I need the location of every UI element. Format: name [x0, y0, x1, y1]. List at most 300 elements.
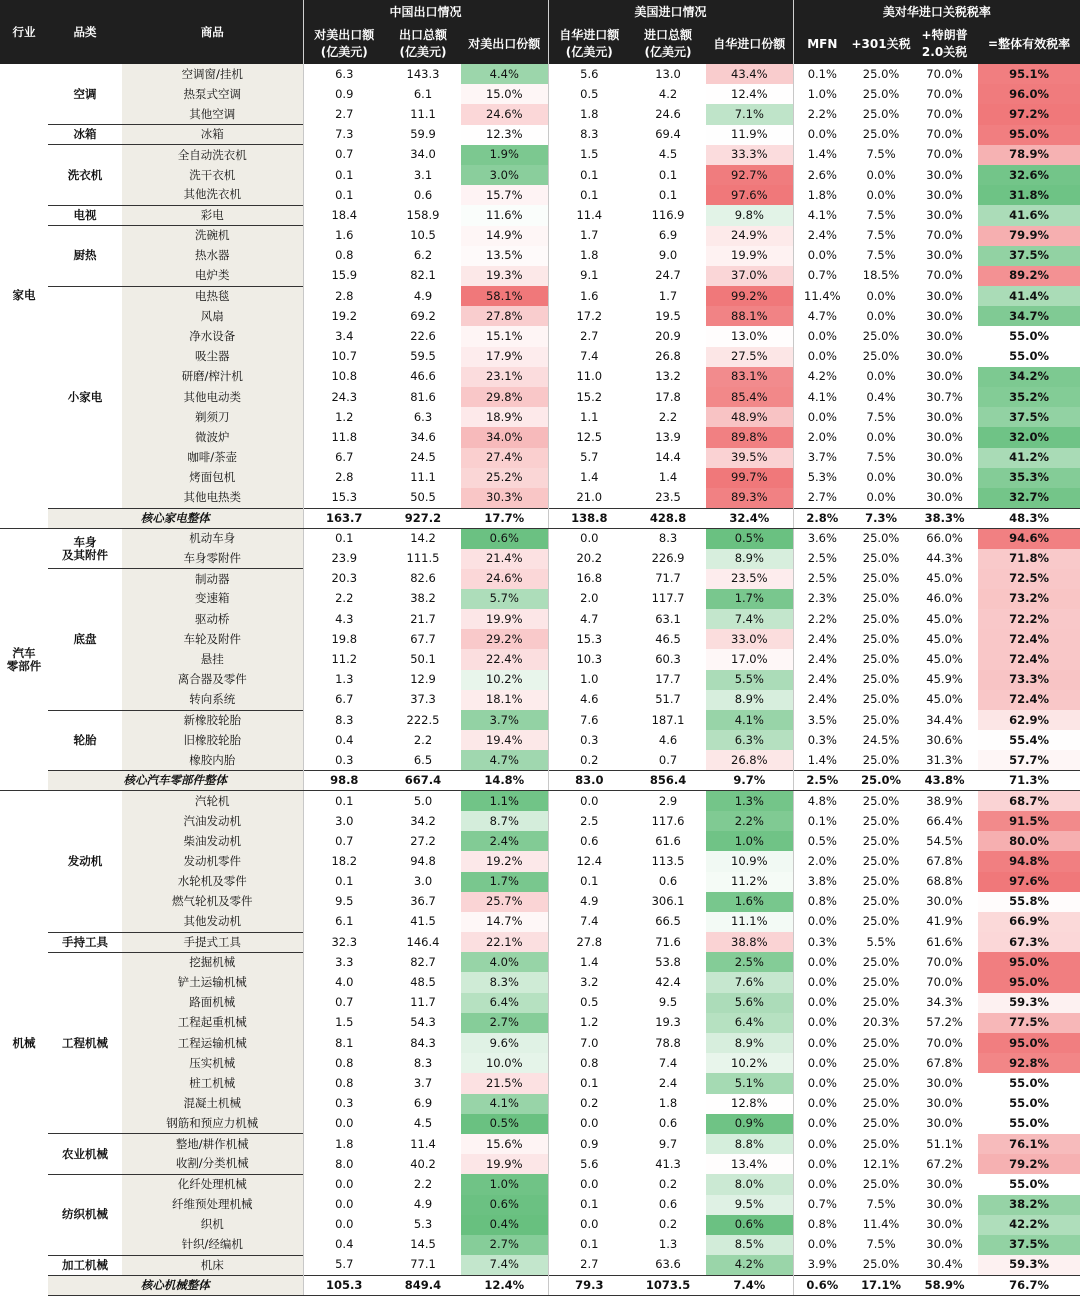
cell-china-import-share: 2.5%: [706, 952, 793, 972]
table-row: [0, 488, 1080, 508]
cell-us-export-share: 8.3%: [461, 972, 548, 992]
cell-us-export: 9.5: [303, 892, 385, 912]
cell-mfn: 0.0%: [793, 1174, 851, 1194]
cell-us-export: 4.0: [303, 972, 385, 992]
cell-effective-rate: 72.5%: [978, 569, 1080, 589]
table-row: [0, 286, 1080, 306]
product-cell: 化纤处理机械: [122, 1174, 303, 1194]
product-cell: 机动车身: [122, 528, 303, 548]
cell-us-export-share: 4.7%: [461, 750, 548, 770]
product-cell: 手提式工具: [122, 932, 303, 952]
total-effective-rate: 48.3%: [978, 508, 1080, 528]
cell-mfn: 0.0%: [793, 1154, 851, 1174]
cell-total-import: 14.4: [655, 450, 681, 465]
product-cell: 挖掘机械: [122, 952, 303, 972]
cell-total-export: 82.6: [410, 571, 436, 586]
cell-total-export: 12.9: [410, 672, 436, 687]
cell-us-export-share: 13.5%: [461, 246, 548, 266]
cell-us-export-share: 14.9%: [461, 226, 548, 246]
product-cell: 风扇: [122, 306, 303, 326]
product-cell: 工程运输机械: [122, 1033, 303, 1053]
cell-china-import-share: 4.2%: [706, 1255, 793, 1275]
cell-effective-rate: 95.1%: [978, 64, 1080, 84]
product-cell: 咖啡/茶壶: [122, 448, 303, 468]
total-total-import: 1073.5: [630, 1275, 706, 1295]
table-row: [0, 427, 1080, 447]
cell-mfn: 0.0%: [793, 1114, 851, 1134]
cell-tariff-301: 25.0%: [862, 752, 900, 767]
cell-us-export: 6.7: [303, 448, 385, 468]
cell-mfn: 0.0%: [793, 1053, 851, 1073]
cell-effective-rate: 35.3%: [978, 468, 1080, 488]
cell-tariff-301: 7.5%: [866, 1197, 896, 1212]
total-tariff-301: 25.0%: [851, 771, 911, 791]
cell-china-import-share: 12.4%: [706, 84, 793, 104]
cell-tariff-301: 25.0%: [862, 591, 900, 606]
cell-total-import: 0.1: [658, 187, 678, 202]
cell-china-import-share: 38.8%: [706, 932, 793, 952]
table-row: [0, 1073, 1080, 1093]
cell-tariff-301: 25.0%: [862, 975, 900, 990]
table-row: [0, 205, 1080, 225]
cell-china-import-share: 11.2%: [706, 872, 793, 892]
total-china-import-share: 9.7%: [706, 771, 793, 791]
cell-us-export-share: 4.0%: [461, 952, 548, 972]
cell-effective-rate: 95.0%: [978, 972, 1080, 992]
cell-tariff-trump: 70.0%: [926, 127, 963, 142]
cell-tariff-301: 25.0%: [851, 528, 911, 548]
table-row: [0, 690, 1080, 710]
total-tariff-301: 17.1%: [851, 1275, 911, 1295]
cell-us-export: 19.2: [303, 306, 385, 326]
cell-tariff-trump: 30.7%: [926, 389, 963, 404]
cell-effective-rate: 72.4%: [978, 629, 1080, 649]
cell-us-export: 0.0: [303, 1114, 385, 1134]
cell-us-export-share: 30.3%: [461, 488, 548, 508]
total-total-export: 927.2: [385, 508, 461, 528]
cell-total-export: 54.3: [410, 1015, 436, 1030]
cell-total-import: 0.6: [658, 874, 678, 889]
cell-total-export: 50.5: [410, 490, 436, 505]
cell-tariff-301: 25.0%: [862, 712, 900, 727]
total-total-export: 849.4: [385, 1275, 461, 1295]
cell-total-export: 3.7: [413, 1075, 433, 1090]
cell-total-export: 34.6: [410, 429, 436, 444]
cell-effective-rate: 79.2%: [978, 1154, 1080, 1174]
cell-china-import-share: 17.0%: [706, 649, 793, 669]
product-cell: 汽油发动机: [122, 811, 303, 831]
cell-import-from-china: 0.0: [548, 1174, 630, 1194]
cell-import-from-china: 1.5: [548, 145, 630, 165]
cell-mfn: 0.0%: [793, 1094, 851, 1114]
cell-china-import-share: 13.0%: [706, 326, 793, 346]
cell-import-from-china: 8.3: [548, 125, 630, 145]
cell-us-export: 11.8: [303, 427, 385, 447]
cell-tariff-trump: 70.0%: [926, 147, 963, 162]
header-tariff-301: +301关税: [851, 24, 911, 64]
cell-us-export-share: 15.7%: [461, 185, 548, 205]
cell-tariff-trump: 30.0%: [926, 1217, 963, 1232]
cell-mfn: 2.2%: [793, 609, 851, 629]
table-body: [0, 64, 1080, 1295]
cell-tariff-301: 25.0%: [862, 349, 900, 364]
header-group-us: 美国进口情况: [548, 0, 793, 24]
cell-china-import-share: 5.1%: [706, 1073, 793, 1093]
cell-us-export-share: 2.7%: [461, 1235, 548, 1255]
cell-us-export: 1.6: [303, 226, 385, 246]
cell-total-import: 9.5: [658, 995, 678, 1010]
cell-us-export-share: 22.4%: [461, 649, 548, 669]
cell-effective-rate: 89.2%: [978, 266, 1080, 286]
cell-us-export: 1.2: [303, 407, 385, 427]
cell-import-from-china: 0.0: [548, 1215, 630, 1235]
total-us-export-share: 14.8%: [461, 771, 548, 791]
product-cell: 烤面包机: [122, 468, 303, 488]
cell-import-from-china: 0.2: [548, 750, 630, 770]
product-cell: 洗碗机: [122, 226, 303, 246]
table-row: [0, 649, 1080, 669]
cell-china-import-share: 1.0%: [706, 831, 793, 851]
cell-tariff-trump: 46.0%: [926, 591, 963, 606]
cell-us-export-share: 18.1%: [461, 690, 548, 710]
cell-china-import-share: 99.2%: [706, 286, 793, 306]
cell-tariff-301: 0.4%: [866, 389, 896, 404]
table-row: [0, 448, 1080, 468]
cell-china-import-share: 48.9%: [706, 407, 793, 427]
cell-total-import: 1.7: [658, 288, 678, 303]
cell-tariff-301: 7.5%: [866, 207, 896, 222]
cell-us-export-share: 15.6%: [461, 1134, 548, 1154]
cell-us-export: 6.3: [303, 64, 385, 84]
cell-effective-rate: 67.3%: [978, 932, 1080, 952]
cell-us-export-share: 23.1%: [461, 367, 548, 387]
cell-tariff-trump: 70.0%: [926, 268, 963, 283]
cell-mfn: 4.8%: [793, 791, 851, 811]
cell-mfn: 0.0%: [793, 952, 851, 972]
cell-china-import-share: 6.4%: [706, 1013, 793, 1033]
cell-china-import-share: 24.9%: [706, 226, 793, 246]
product-cell: 铲土运输机械: [122, 972, 303, 992]
cell-tariff-301: 25.0%: [862, 894, 900, 909]
cell-us-export-share: 24.6%: [461, 104, 548, 124]
cell-tariff-trump: 30.0%: [926, 470, 963, 485]
cell-mfn: 1.0%: [793, 84, 851, 104]
cell-us-export-share: 4.1%: [461, 1094, 548, 1114]
cell-tariff-trump: 30.0%: [926, 409, 963, 424]
cell-china-import-share: 7.4%: [706, 609, 793, 629]
cell-total-import: 53.8: [655, 954, 681, 969]
cell-effective-rate: 55.0%: [978, 1174, 1080, 1194]
cell-china-import-share: 99.7%: [706, 468, 793, 488]
cell-total-export: 84.3: [410, 1035, 436, 1050]
cell-tariff-301: 7.5%: [866, 450, 896, 465]
cell-effective-rate: 72.2%: [978, 609, 1080, 629]
cell-import-from-china: 7.4: [548, 347, 630, 367]
cell-tariff-301: 18.5%: [862, 268, 900, 283]
cell-china-import-share: 5.6%: [706, 993, 793, 1013]
total-tariff-301: 7.3%: [851, 508, 911, 528]
cell-effective-rate: 37.5%: [978, 407, 1080, 427]
cell-import-from-china: 27.8: [548, 932, 630, 952]
cell-tariff-trump: 45.0%: [926, 571, 963, 586]
cell-china-import-share: 85.4%: [706, 387, 793, 407]
cell-china-import-share: 39.5%: [706, 448, 793, 468]
cell-us-export: 0.9: [303, 84, 385, 104]
cell-import-from-china: 7.6: [548, 710, 630, 730]
cell-mfn: 3.5%: [793, 710, 851, 730]
cell-total-export: 146.4: [406, 934, 440, 949]
table-row: [0, 367, 1080, 387]
cell-tariff-301: 25.0%: [862, 329, 900, 344]
product-cell: 汽轮机: [122, 791, 303, 811]
cell-tariff-trump: 45.0%: [926, 611, 963, 626]
category-cell: 加工机械: [48, 1255, 122, 1275]
cell-tariff-301: 25.0%: [862, 1035, 900, 1050]
cell-mfn: 0.0%: [793, 246, 851, 266]
cell-import-from-china: 11.0: [548, 367, 630, 387]
cell-total-import: 71.6: [655, 934, 681, 949]
cell-total-import: 116.9: [651, 207, 685, 222]
cell-import-from-china: 5.6: [548, 64, 630, 84]
cell-us-export: 0.0: [303, 1195, 385, 1215]
cell-total-export: 27.2: [410, 833, 436, 848]
cell-total-export: 46.6: [410, 369, 436, 384]
cell-mfn: 0.8%: [793, 892, 851, 912]
cell-total-import: 4.5: [658, 147, 678, 162]
cell-china-import-share: 19.9%: [706, 246, 793, 266]
cell-mfn: 2.5%: [793, 569, 851, 589]
header-china-import-share: 自华进口份额: [706, 24, 793, 64]
cell-total-export: 59.5: [410, 349, 436, 364]
cell-total-export: 11.7: [410, 995, 436, 1010]
table-row: [0, 1013, 1080, 1033]
cell-effective-rate: 37.5%: [978, 1235, 1080, 1255]
cell-us-export: 0.1: [303, 185, 385, 205]
cell-tariff-301: 25.0%: [862, 66, 900, 81]
cell-china-import-share: 11.1%: [706, 912, 793, 932]
cell-china-import-share: 37.0%: [706, 266, 793, 286]
cell-tariff-301: 25.0%: [862, 833, 900, 848]
cell-china-import-share: 7.6%: [706, 972, 793, 992]
cell-china-import-share: 83.1%: [706, 367, 793, 387]
cell-china-import-share: 10.9%: [706, 851, 793, 871]
cell-import-from-china: 7.4: [548, 912, 630, 932]
table-row: [0, 1195, 1080, 1215]
cell-tariff-trump: 30.0%: [926, 248, 963, 263]
cell-import-from-china: 0.1: [548, 1195, 630, 1215]
cell-china-import-share: 26.8%: [706, 750, 793, 770]
cell-china-import-share: 8.9%: [706, 690, 793, 710]
cell-tariff-trump: 30.0%: [926, 308, 963, 323]
cell-total-export: 11.1: [410, 470, 436, 485]
cell-total-import: 19.3: [655, 1015, 681, 1030]
cell-mfn: 0.0%: [793, 1033, 851, 1053]
product-cell: 压实机械: [122, 1053, 303, 1073]
product-cell: 橡胶内胎: [122, 750, 303, 770]
cell-tariff-301: 7.5%: [866, 1237, 896, 1252]
total-tariff-trump: 43.8%: [911, 771, 978, 791]
cell-us-export: 23.9: [303, 549, 385, 569]
industry-cell: 汽车 零部件: [0, 528, 48, 790]
cell-import-from-china: 1.1: [548, 407, 630, 427]
table-row: [0, 387, 1080, 407]
table-row: [0, 1154, 1080, 1174]
cell-china-import-share: 1.6%: [706, 892, 793, 912]
cell-total-import: 9.7: [658, 1136, 678, 1151]
cell-total-export: 3.0: [413, 874, 433, 889]
product-cell: 净水设备: [122, 326, 303, 346]
table-row: [0, 629, 1080, 649]
cell-total-import: 1.3: [658, 1237, 678, 1252]
cell-mfn: 0.0%: [793, 1013, 851, 1033]
cell-effective-rate: 97.2%: [978, 104, 1080, 124]
cell-total-export: 0.6: [413, 187, 433, 202]
cell-effective-rate: 76.1%: [978, 1134, 1080, 1154]
cell-import-from-china: 1.0: [548, 670, 630, 690]
cell-us-export: 11.2: [303, 649, 385, 669]
cell-total-import: 4.6: [658, 732, 678, 747]
cell-mfn: 0.0%: [793, 993, 851, 1013]
cell-mfn: 0.0%: [793, 972, 851, 992]
cell-total-import: 117.7: [651, 591, 685, 606]
cell-total-export: 6.2: [413, 248, 433, 263]
header-mfn: MFN: [793, 24, 851, 64]
cell-tariff-trump: 67.2%: [926, 1156, 963, 1171]
cell-total-export: 158.9: [406, 207, 440, 222]
table-row: [0, 1134, 1080, 1154]
cell-us-export: 10.7: [303, 347, 385, 367]
cell-china-import-share: 1.7%: [706, 589, 793, 609]
cell-china-import-share: 33.3%: [706, 145, 793, 165]
cell-effective-rate: 41.6%: [978, 205, 1080, 225]
cell-total-export: 67.7: [410, 631, 436, 646]
cell-tariff-301: 25.0%: [862, 1116, 900, 1131]
cell-import-from-china: 4.6: [548, 690, 630, 710]
cell-us-export-share: 21.4%: [461, 549, 548, 569]
category-cell: 电视: [48, 205, 122, 225]
cell-us-export-share: 3.0%: [461, 165, 548, 185]
cell-import-from-china: 15.2: [548, 387, 630, 407]
cell-effective-rate: 95.0%: [978, 125, 1080, 145]
table-row: [0, 1215, 1080, 1235]
cell-us-export-share: 10.2%: [461, 670, 548, 690]
cell-tariff-trump: 30.0%: [926, 167, 963, 182]
cell-import-from-china: 0.0: [548, 1114, 630, 1134]
cell-tariff-trump: 41.9%: [926, 914, 963, 929]
cell-tariff-301: 12.1%: [862, 1156, 900, 1171]
cell-total-import: 63.1: [655, 611, 681, 626]
cell-china-import-share: 89.8%: [706, 427, 793, 447]
cell-mfn: 1.4%: [793, 145, 851, 165]
cell-import-from-china: 1.8: [548, 104, 630, 124]
cell-us-export-share: 3.7%: [461, 710, 548, 730]
product-cell: 悬挂: [122, 649, 303, 669]
table-row: [0, 569, 1080, 589]
cell-tariff-trump: 34.4%: [926, 712, 963, 727]
cell-us-export-share: 12.3%: [461, 125, 548, 145]
cell-tariff-301: 25.0%: [862, 127, 900, 142]
cell-tariff-301: 25.0%: [862, 813, 900, 828]
cell-total-import: 24.6: [655, 106, 681, 121]
cell-total-export: 37.3: [410, 692, 436, 707]
cell-tariff-trump: 30.0%: [926, 187, 963, 202]
cell-us-export: 2.7: [303, 104, 385, 124]
table-row: [0, 145, 1080, 165]
cell-us-export: 2.2: [303, 589, 385, 609]
table-row: [0, 528, 1080, 548]
cell-total-export: 4.9: [413, 288, 433, 303]
cell-total-import: 51.7: [655, 692, 681, 707]
cell-tariff-trump: 45.0%: [926, 652, 963, 667]
cell-us-export-share: 27.8%: [461, 306, 548, 326]
cell-us-export-share: 8.7%: [461, 811, 548, 831]
cell-us-export: 1.8: [303, 1134, 385, 1154]
cell-us-export-share: 5.7%: [461, 589, 548, 609]
cell-total-import: 6.9: [658, 228, 678, 243]
product-cell: 洗干衣机: [122, 165, 303, 185]
total-us-export-share: 12.4%: [461, 1275, 548, 1295]
table-row: [0, 1255, 1080, 1275]
cell-total-export: 11.4: [410, 1136, 436, 1151]
cell-us-export: 0.0: [303, 1215, 385, 1235]
total-effective-rate: 71.3%: [978, 771, 1080, 791]
cell-import-from-china: 12.5: [548, 427, 630, 447]
cell-tariff-trump: 31.3%: [926, 752, 963, 767]
cell-total-export: 81.6: [410, 389, 436, 404]
cell-total-import: 24.7: [655, 268, 681, 283]
product-cell: 针织/经编机: [122, 1235, 303, 1255]
cell-total-import: 187.1: [651, 712, 685, 727]
cell-effective-rate: 79.9%: [978, 226, 1080, 246]
cell-us-export-share: 1.7%: [461, 872, 548, 892]
cell-china-import-share: 97.6%: [706, 185, 793, 205]
cell-tariff-trump: 30.0%: [926, 1075, 963, 1090]
table-row: [0, 1094, 1080, 1114]
cell-us-export-share: 11.6%: [461, 205, 548, 225]
cell-import-from-china: 5.7: [548, 448, 630, 468]
cell-effective-rate: 37.5%: [978, 246, 1080, 266]
cell-tariff-301: 25.0%: [862, 86, 900, 101]
cell-total-import: 0.6: [658, 1116, 678, 1131]
cell-china-import-share: 0.5%: [706, 528, 793, 548]
cell-tariff-trump: 38.9%: [911, 791, 978, 811]
table-row: [0, 892, 1080, 912]
cell-us-export: 15.3: [303, 488, 385, 508]
category-cell: 洗衣机: [48, 145, 122, 206]
cell-tariff-301: 25.0%: [862, 631, 900, 646]
cell-china-import-share: 11.9%: [706, 125, 793, 145]
table-row: [0, 609, 1080, 629]
total-tariff-trump: 38.3%: [911, 508, 978, 528]
cell-effective-rate: 78.9%: [978, 145, 1080, 165]
cell-total-export: 14.5: [410, 1237, 436, 1252]
cell-import-from-china: 1.2: [548, 1013, 630, 1033]
cell-us-export-share: 0.4%: [461, 1215, 548, 1235]
cell-effective-rate: 94.8%: [978, 851, 1080, 871]
cell-us-export: 15.9: [303, 266, 385, 286]
cell-import-from-china: 4.7: [548, 609, 630, 629]
cell-tariff-trump: 30.0%: [926, 1116, 963, 1131]
cell-us-export: 0.1: [303, 165, 385, 185]
cell-tariff-301: 25.0%: [862, 995, 900, 1010]
cell-total-import: 71.7: [655, 571, 681, 586]
cell-total-import: 9.0: [658, 248, 678, 263]
cell-effective-rate: 68.7%: [978, 791, 1080, 811]
cell-china-import-share: 8.9%: [706, 549, 793, 569]
product-cell: 彩电: [122, 205, 303, 225]
product-cell: 工程起重机械: [122, 1013, 303, 1033]
cell-us-export-share: 19.2%: [461, 851, 548, 871]
